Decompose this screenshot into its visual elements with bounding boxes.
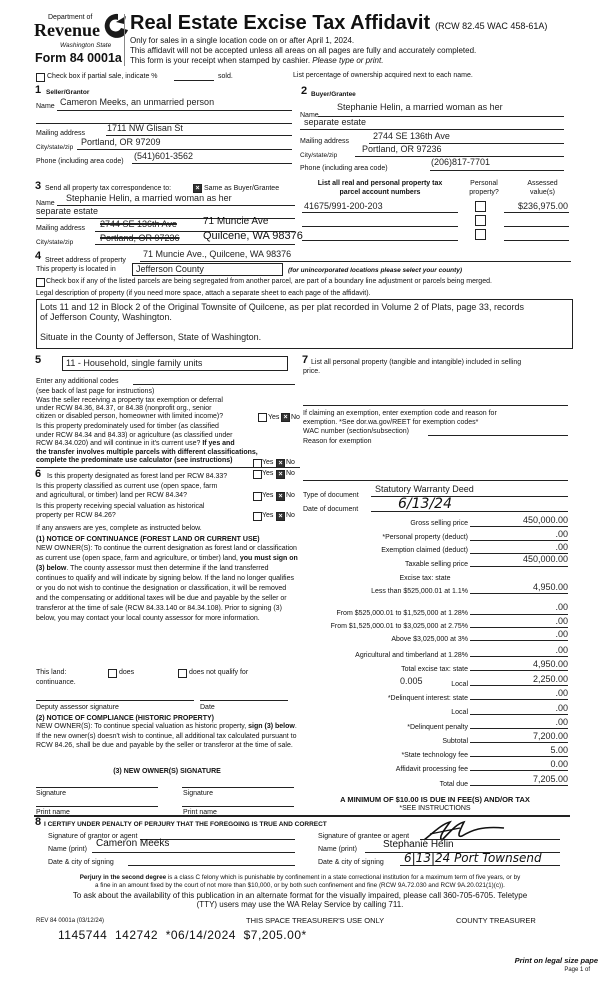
question-line-bold: If yes and	[200, 440, 235, 447]
question-line: Is this property receiving special valuation as historical	[36, 503, 205, 510]
tax-1-28-pct[interactable]: .00	[555, 602, 568, 612]
correspondence-city-field[interactable]: Quilcene, WA 98376	[203, 230, 303, 242]
buyer-name-field[interactable]: Stephanie Helin, a married woman as her	[337, 102, 503, 112]
underline	[470, 714, 568, 715]
notice-3-title: (3) NEW OWNER(S) SIGNATURE	[113, 768, 221, 775]
underline	[132, 163, 292, 164]
field-label: Name	[36, 103, 55, 110]
doc-date-label: Date of document	[303, 506, 359, 513]
doc-type-label: Type of document	[303, 492, 359, 499]
exemption-label: If claiming an exemption, enter exemption code and reason for	[303, 410, 497, 417]
assessed-row-line	[504, 240, 569, 241]
section-number: 3	[35, 180, 42, 192]
date-city-label: Date & city of signing	[318, 859, 384, 866]
tax-label: *State technology fee	[401, 752, 468, 759]
tax-3-pct[interactable]: .00	[555, 629, 568, 639]
underline	[470, 685, 568, 686]
does-not-label: does not qualify for	[189, 669, 249, 676]
print-name-label: Print name	[183, 809, 217, 816]
local-rate[interactable]: 0.005	[400, 676, 423, 686]
deputy-date-line[interactable]	[200, 700, 288, 701]
underline	[470, 728, 568, 729]
does-qualify-checkbox[interactable]	[108, 669, 117, 678]
ownership-note: List percentage of ownership acquired next to each name.	[293, 72, 473, 79]
underline	[95, 244, 295, 245]
field-label: Phone (including area code)	[300, 165, 388, 172]
doc-type-field[interactable]: Statutory Warranty Deed	[375, 484, 474, 494]
county-treasurer-label: COUNTY TREASURER	[456, 916, 536, 925]
sold-label: sold.	[218, 73, 233, 80]
subtotal[interactable]: 7,200.00	[532, 731, 568, 741]
question-line: RCW 84.34.020) and will continue in it's current use?	[36, 440, 201, 447]
field-label: Name	[36, 200, 55, 207]
does-label: does	[119, 669, 135, 676]
perjury-text: is a class C felony which is punishable by confinement in a state correctional institution for a maximum term of five years, or by	[166, 874, 521, 881]
notice-text: NEW OWNER(S): To continue special valuation as historic property,	[36, 723, 249, 730]
wac-label: WAC number (section/subsection)	[303, 428, 409, 435]
header-line-3	[130, 56, 383, 65]
excise-state-label: Excise tax: state	[399, 575, 451, 582]
underline	[140, 261, 571, 262]
section-number: 4	[35, 250, 42, 262]
parcel-row-line[interactable]	[302, 240, 458, 241]
assessed-header-line-2: value(s)	[530, 189, 555, 196]
print-name-label: Print name	[36, 809, 70, 816]
buyer-mailing-field[interactable]: 2744 SE 136th Ave	[373, 131, 450, 141]
tax-label: Gross selling price	[410, 520, 468, 527]
segregated-label: Check box if any of the listed parcels are being segregated from another parcel, are part of a boundary line adjustment or parcels being merged.	[46, 278, 492, 285]
partial-sale-label: Check box if partial sale, indicate %	[47, 73, 158, 80]
perjury-notice	[0, 874, 600, 889]
if-yes-note: If any answers are yes, complete as instructed below.	[36, 525, 202, 532]
personal-property-checkbox[interactable]	[475, 229, 486, 240]
parcel-header	[300, 179, 460, 197]
no-label: No	[286, 470, 295, 477]
underline	[470, 785, 568, 786]
tax-label: Affidavit processing fee	[395, 766, 468, 773]
deputy-signature-label: Deputy assessor signature	[36, 704, 119, 711]
legal-line-1: Lots 11 and 12 in Block 2 of the Original Townsite of Quilcene, as per plat recorded in Volume 2 of Plats, page 33, records	[40, 302, 524, 312]
additional-codes-label: Enter any additional codes	[36, 378, 119, 385]
notice-text-bold: sign (3) below	[248, 723, 295, 730]
struck-mailing-text: 2744 SE 136th Ave	[100, 219, 177, 229]
personal-property-field[interactable]	[303, 405, 568, 406]
question-line: Is this property classified as current use (open space, farm	[36, 483, 218, 490]
grantor-signature-label: Signature of grantor or agent	[48, 833, 138, 840]
parcel-row-line[interactable]	[302, 212, 458, 213]
underline	[300, 129, 564, 130]
personal-header	[460, 179, 508, 197]
assessed-row-line	[504, 226, 569, 227]
taxable-selling-price[interactable]: 450,000.00	[522, 554, 568, 564]
tax-label: Taxable selling price	[404, 561, 468, 568]
gross-selling-price[interactable]: 450,000.00	[522, 515, 568, 525]
underline	[470, 566, 568, 567]
local-tax[interactable]: 2,250.00	[532, 674, 568, 684]
field-label: Name	[300, 112, 319, 119]
historical-question	[36, 502, 204, 520]
notice-1-title: (1) NOTICE OF CONTINUANCE (FOREST LAND OR CURRENT USE)	[36, 536, 260, 543]
page-title: Real Estate Excise Tax Affidavit	[130, 12, 431, 34]
partial-sale-checkbox[interactable]	[36, 73, 45, 82]
underline	[470, 656, 568, 657]
notice-2-title: (2) NOTICE OF COMPLIANCE (HISTORIC PROPERTY)	[36, 715, 214, 722]
historical-no-checkbox[interactable]: ×	[276, 512, 285, 521]
legal-line-2: of Jefferson County, Washington.	[40, 312, 172, 322]
current-use-question	[36, 482, 217, 500]
yes-label: Yes	[268, 414, 280, 421]
exemption-label-2: exemption. *See dor.wa.gov/REET for exemption codes*	[303, 419, 479, 426]
struck-city-text: Portland, OR 97236	[100, 233, 180, 243]
perjury-bold: Perjury in the second degree	[79, 874, 167, 881]
section-title: Buyer/Grantee	[311, 91, 356, 98]
tax-label: Local	[451, 709, 468, 716]
dept-of-text: Department of	[48, 14, 93, 21]
question-line: property per RCW 84.26?	[36, 512, 116, 519]
tax-label: Total excise tax: state	[401, 666, 468, 673]
page-number: Page 1 of	[564, 967, 590, 973]
exemption-no-checkbox[interactable]: ×	[281, 413, 290, 422]
date-label: Date	[200, 704, 215, 711]
correspondence-name-field[interactable]: Stephanie Helin, a married woman as her	[66, 193, 232, 203]
no-label: No	[286, 492, 295, 499]
street-address-field[interactable]: 71 Muncie Ave., Quilcene, WA 98376	[143, 249, 292, 259]
county-note: (for unincorporated locations please select your county)	[288, 267, 463, 274]
correspondence-label: Send all property tax correspondence to:	[45, 185, 172, 192]
underline	[470, 593, 568, 594]
underline	[430, 170, 564, 171]
tax-agricultural[interactable]: .00	[555, 645, 568, 655]
notice-text: . If the new owner(s) doesn't wish to continue, all additional tax calculated pursuant to RCW 84.26, shall be due and payable by the seller or transferor at the time of sale.	[36, 723, 297, 749]
field-label: Phone (including area code)	[36, 158, 124, 165]
assessed-header-line-1: Assessed	[527, 180, 558, 187]
exemption-question	[36, 397, 223, 421]
same-as-buyer-checkbox[interactable]: ×	[193, 184, 202, 193]
tax-label: *Delinquent interest: state	[387, 695, 468, 702]
buyer-name-field-2[interactable]: separate estate	[304, 117, 367, 127]
exemption-claimed[interactable]: .00	[555, 542, 568, 552]
tax-label: From $525,000.01 to $1,525,000 at 1.28%	[336, 610, 468, 617]
alt-text: To ask about the availability of this publication in an alternate format for the visually impaired, please call 360-705-6705. Teletype	[72, 891, 528, 900]
type-or-print-text: Please type or print.	[312, 56, 384, 65]
seller-name-field[interactable]: Cameron Meeks, an unmarried person	[60, 97, 215, 107]
tax-label: Agricultural and timberland at 1.28%	[355, 652, 468, 659]
personal-property-label-2: price.	[303, 368, 321, 375]
same-as-buyer-label: Same as Buyer/Grantee	[204, 185, 280, 192]
question-line: citizen or disabled person, homeowner with limited income)?	[36, 413, 224, 420]
perjury-text: a fine in an amount fixed by the court of not more than $10,000, or by both such confinement and fine (RCW 9A.72.030 and RCW 9A.20.021(1)(c)).	[95, 881, 505, 889]
legal-description-field[interactable]	[36, 299, 573, 349]
print-name-line[interactable]	[36, 806, 158, 807]
certify-statement: I CERTIFY UNDER PENALTY OF PERJURY THAT THE FOREGOING IS TRUE AND CORRECT	[44, 821, 327, 828]
forest-yes-checkbox[interactable]	[253, 470, 262, 479]
located-label: This property is located in	[36, 266, 116, 273]
parcel-number-field[interactable]: 41675/991-200-203	[304, 201, 383, 211]
county-select[interactable]: Jefferson County	[132, 263, 283, 276]
question-line: under RCW 84.36, 84.37, or 84.38 (nonprofit org., senior	[36, 405, 212, 412]
header-line-1: Only for sales in a single location code on or after April 1, 2024.	[130, 36, 355, 45]
field-label: City/state/zip	[36, 144, 74, 151]
tax-label: Local	[451, 681, 468, 688]
delinquent-interest-local[interactable]: .00	[555, 703, 568, 713]
yes-label: Yes	[262, 492, 274, 499]
personal-property-deduct[interactable]: .00	[555, 529, 568, 539]
field-label: Mailing address	[36, 225, 86, 232]
personal-property-label: List all personal property (tangible and intangible) included in selling	[311, 359, 522, 366]
grantee-name-field[interactable]: Stephanie Helin	[383, 839, 454, 850]
name-print-label: Name (print)	[318, 846, 357, 853]
no-label: No	[286, 512, 295, 519]
divider	[36, 467, 300, 468]
underline	[77, 149, 292, 150]
current-use-yes-checkbox[interactable]	[253, 492, 262, 501]
grantor-name-field[interactable]: Cameron Meeks	[96, 838, 170, 849]
buyer-phone-field[interactable]: (206)817-7701	[431, 157, 491, 167]
current-use-no-checkbox[interactable]: ×	[276, 492, 285, 501]
delinquent-interest-state[interactable]: .00	[555, 688, 568, 698]
underline	[57, 110, 292, 111]
receipt-text: This form is your receipt when stamped by cashier.	[130, 56, 313, 65]
section-title: Seller/Grantor	[46, 89, 90, 96]
alt-text: (TTY) users may use the WA Relay Service by calling 711.	[196, 899, 404, 909]
section-number: 8	[35, 816, 42, 828]
signature-label: Signature	[183, 790, 213, 797]
legal-line-3: Situate in the County of Jefferson, State of Washington.	[40, 332, 262, 342]
correspondence-mailing-field[interactable]: 71 Muncie Ave	[203, 216, 269, 227]
reason-field[interactable]	[303, 480, 568, 481]
tax-label: Subtotal	[442, 738, 468, 745]
print-legal-note: Print on legal size pape	[514, 956, 598, 965]
signature-label: Signature	[36, 790, 66, 797]
tax-label: Total due	[439, 781, 468, 788]
parcel-header-line-2: parcel account numbers	[339, 189, 421, 196]
tax-label: Above $3,025,000 at 3%	[391, 636, 468, 643]
state-technology-fee[interactable]: 5.00	[550, 745, 568, 755]
affidavit-processing-fee[interactable]: 0.00	[550, 759, 568, 769]
forest-question: Is this property designated as forest land per RCW 84.33?	[47, 473, 228, 480]
print-name-line[interactable]	[182, 806, 294, 807]
section-number: 2	[301, 85, 308, 97]
signature-line[interactable]	[36, 787, 158, 788]
question-line: under RCW 84.34 and 84.33) or agriculture (as classified under	[36, 431, 233, 439]
section-number: 1	[35, 84, 42, 96]
section-number: 7	[302, 354, 309, 366]
tax-label: *Delinquent penalty	[407, 724, 468, 731]
segregated-checkbox[interactable]	[36, 278, 45, 287]
grantor-date-city-field[interactable]	[128, 865, 295, 866]
seller-city-field[interactable]: Portland, OR 97209	[81, 137, 161, 147]
street-label: Street address of property	[45, 257, 126, 264]
doc-date-field[interactable]: 6/13/24	[398, 496, 452, 512]
question-line-bold: the transfer involves multiple parcels with different classifications,	[36, 448, 258, 456]
total-excise-state[interactable]: 4,950.00	[532, 659, 568, 669]
total-due[interactable]: 7,205.00	[532, 774, 568, 784]
assessed-header	[515, 179, 570, 197]
underline	[470, 756, 568, 757]
use-code-select[interactable]: 11 - Household, single family units	[62, 356, 288, 371]
personal-header-line-1: Personal	[470, 180, 498, 187]
field-label: City/state/zip	[300, 152, 338, 159]
rev-number: REV 84 0001a (03/12/24)	[36, 918, 105, 924]
tax-label: Exemption claimed (deduct)	[381, 547, 468, 554]
underline	[470, 770, 568, 771]
dor-logo-icon	[104, 12, 130, 40]
seller-mailing-field[interactable]: 1711 NW Glisan St	[107, 123, 183, 133]
grantee-date-city-field[interactable]: 6|13|24 Port Townsend	[404, 851, 542, 865]
alternate-format-notice	[0, 892, 600, 909]
underline	[470, 670, 568, 671]
tax-2-75-pct[interactable]: .00	[555, 616, 568, 626]
forest-no-checkbox[interactable]: ×	[276, 470, 285, 479]
section-number: 6	[35, 468, 42, 480]
timber-no-checkbox[interactable]: ×	[276, 459, 285, 468]
personal-property-checkbox[interactable]	[475, 201, 486, 212]
delinquent-penalty[interactable]: .00	[555, 717, 568, 727]
tax-1-1-pct[interactable]: 4,950.00	[532, 582, 568, 592]
notice-text-bold: you must sign on (3) below	[36, 555, 298, 572]
underline	[470, 699, 568, 700]
underline	[470, 742, 568, 743]
section-8-divider	[34, 815, 570, 817]
historical-yes-checkbox[interactable]	[253, 512, 262, 521]
does-not-qualify-checkbox[interactable]	[178, 669, 187, 678]
partial-sale-percent-field[interactable]	[174, 80, 214, 81]
personal-header-line-2: property?	[469, 189, 499, 196]
legal-description-label: Legal description of property (if you need more space, attach a separate sheet to each page of the affidavit).	[36, 290, 371, 297]
see-instructions-note: *SEE INSTRUCTIONS	[399, 805, 471, 812]
underline	[470, 640, 568, 641]
signature-line[interactable]	[182, 787, 294, 788]
assessed-row-line	[504, 212, 569, 213]
additional-codes-field[interactable]	[133, 384, 295, 385]
question-line: Is this property predominately used for timber (as classified	[36, 423, 219, 430]
tax-label: From $1,525,000.01 to $3,025,000 at 2.75%	[330, 623, 468, 630]
washington-state-text: Washington State	[60, 42, 112, 49]
section-number: 5	[35, 354, 42, 366]
notice-text: . The county assessor must then determine if the land transferred continues to qualify and will indicate by signing below. If the land no longer qualifies or you do not wish to continue the designation or classification, it will be removed and the compensating or additional taxes will be due and payable by the seller or transferor at the time of sale (RCW 84.33.140 or 84.34.108). Prior to signing (3) below, you may contact your local county assessor for more information.	[36, 565, 294, 622]
question-line: Was the seller receiving a property tax exemption or deferral	[36, 397, 223, 404]
seller-phone-field[interactable]: (541)601-3562	[134, 151, 194, 161]
parcel-row-line[interactable]	[302, 226, 458, 227]
field-label: Mailing address	[36, 130, 86, 137]
name-print-label: Name (print)	[48, 846, 87, 853]
treasurer-use-label: THIS SPACE TREASURER'S USE ONLY	[246, 916, 385, 925]
underline	[470, 614, 568, 615]
correspondence-name-field-2[interactable]: separate estate	[36, 206, 99, 216]
underline	[400, 865, 560, 866]
underline	[470, 540, 568, 541]
this-land-label: This land:	[36, 669, 67, 676]
wac-field[interactable]	[428, 435, 568, 436]
see-back-note: (see back of last page for instructions)	[36, 388, 155, 395]
title-row	[130, 11, 547, 38]
tax-label: Less than $525,000.01 at 1.1%	[371, 588, 468, 595]
buyer-city-field[interactable]: Portland, OR 97236	[362, 144, 442, 154]
yes-label: Yes	[262, 512, 274, 519]
header-divider	[124, 14, 125, 66]
underline	[470, 526, 568, 527]
no-label: No	[291, 414, 300, 421]
header-line-2: This affidavit will not be accepted unless all areas on all pages are fully and accurately completed.	[130, 46, 477, 55]
notice-1-text	[36, 544, 298, 624]
continuance-label: continuance.	[36, 679, 76, 686]
deputy-signature-line[interactable]	[36, 700, 194, 701]
assessed-value-field[interactable]: $236,975.00	[517, 201, 568, 211]
yes-label: Yes	[262, 470, 274, 477]
underline	[106, 135, 292, 136]
underline	[92, 852, 295, 853]
tax-label: *Personal property (deduct)	[382, 534, 468, 541]
personal-property-checkbox[interactable]	[475, 215, 486, 226]
notice-2-text	[36, 722, 301, 751]
exemption-yes-checkbox[interactable]	[258, 413, 267, 422]
form-number: Form 84 0001a	[35, 51, 122, 65]
title-rcw: (RCW 82.45 WAC 458-61A)	[435, 21, 548, 31]
no-label: No	[286, 459, 295, 466]
underline	[470, 627, 568, 628]
grantee-signature-label: Signature of grantee or agent	[318, 833, 410, 840]
parcel-header-line-1: List all real and personal property tax	[317, 180, 443, 187]
underline	[371, 511, 568, 512]
notice-text: NEW OWNER(S): To continue the current designation as forest land or classification as current use (open space, farm and agriculture, or timber) land,	[36, 545, 297, 562]
timber-question	[36, 423, 258, 466]
field-label: City/state/zip	[36, 239, 74, 246]
date-city-label: Date & city of signing	[48, 859, 114, 866]
question-line: and agricultural, or timber) land per RCW 84.34?	[36, 492, 187, 499]
reason-label: Reason for exemption	[303, 438, 372, 445]
question-line-bold: complete the predominate use calculator (see instructions)	[36, 457, 233, 464]
revenue-logo-text: Revenue	[34, 20, 100, 40]
field-label: Mailing address	[300, 138, 350, 145]
yes-label: Yes	[262, 459, 274, 466]
treasurer-stamp: 1145744 142742 *06/14/2024 $7,205.00*	[58, 928, 307, 942]
minimum-due-note: A MINIMUM OF $10.00 IS DUE IN FEE(S) AND/OR TAX	[340, 795, 530, 804]
